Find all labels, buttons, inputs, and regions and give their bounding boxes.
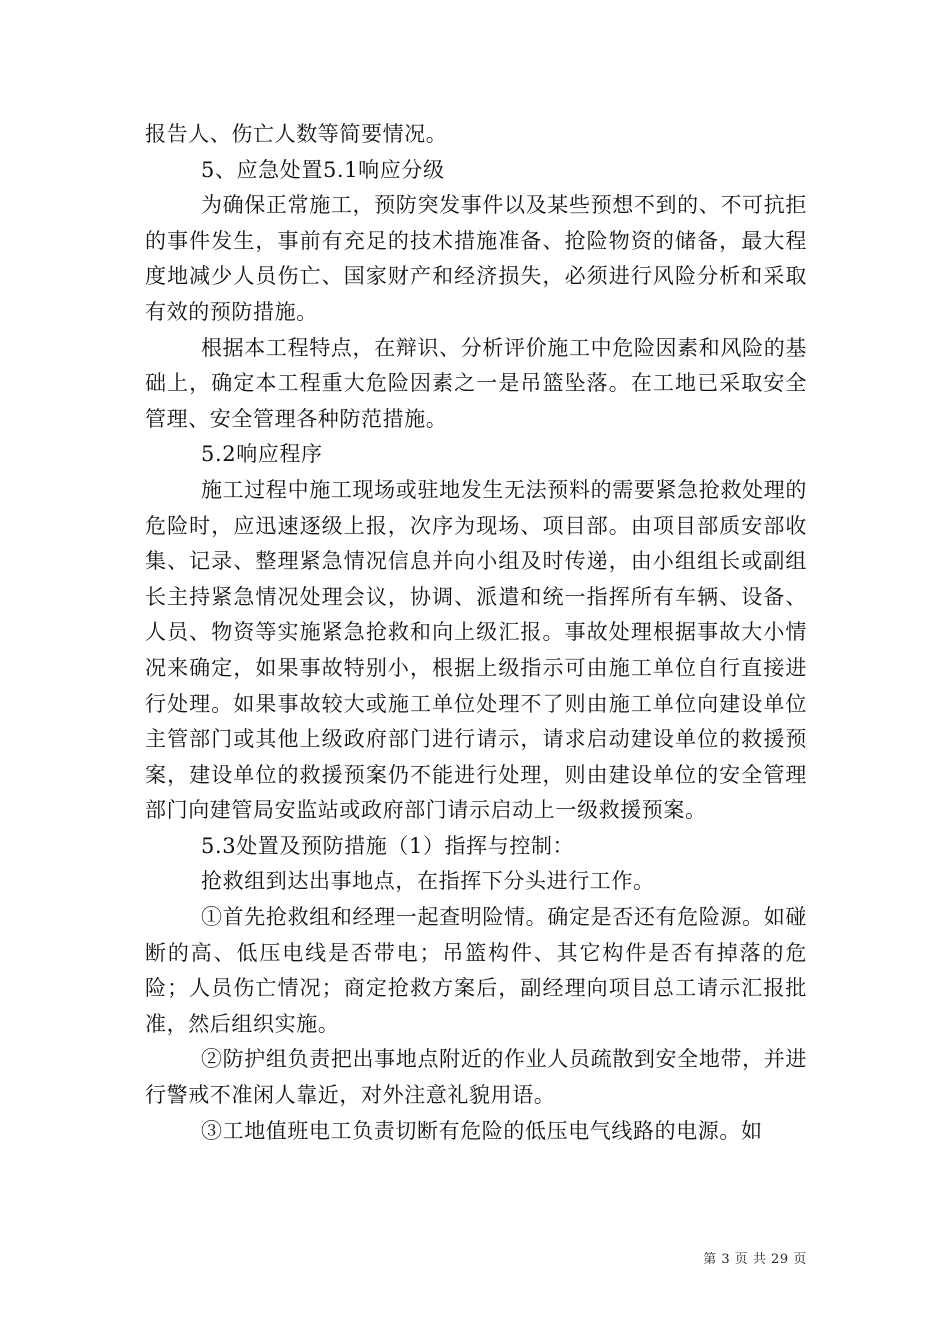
page-footer — [0, 1248, 950, 1267]
page-number: 第 3 页 共 29 页 — [703, 1252, 807, 1267]
paragraph-6: 施工过程中施工现场或驻地发生无法预料的需要紧急抢救处理的危险时，应迅速逐级上报，次序为现场、项目部。由项目部质安部收集、记录、整理紧急情况信息并向小组及时传递，由小组组长或副组长主持紧急情况处理会议，协调、派遣和统一指挥所有车辆、设备、人员、物资等实施紧急抢救和向上级汇报。事故处理根据事故大小情况来确定，如果事故特别小，根据上级指示可由施工单位自行直接进行处理。如果事故较大或施工单位处理不了则由施工单位向建设单位主管部门或其他上级政府部门进行请示，请求启动建设单位的救援预案，建设单位的救援预案仍不能进行处理，则由建设单位的安全管理部门向建管局安监站或政府部门请示启动上一级救援预案。 — [145, 477, 807, 823]
section-heading-5: 5、应急处置5.1响应分级 — [201, 157, 445, 182]
document-body — [145, 117, 807, 1149]
paragraph-3: 为确保正常施工，预防突发事件以及某些预想不到的、不可抗拒的事件发生，事前有充足的技术措施准备、抢险物资的储备，最大程度地减少人员伤亡、国家财产和经济损失，必须进行风险分析和采取有效的预防措施。 — [145, 193, 807, 324]
section-heading-5-2: 5.2响应程序 — [201, 442, 323, 467]
section-heading-5-3: 5.3处置及预防措施（1）指挥与控制： — [201, 833, 575, 858]
paragraph-10: ②防护组负责把出事地点附近的作业人员疏散到安全地带，并进行警戒不准闲人靠近，对外注意礼貌用语。 — [145, 1047, 807, 1108]
paragraph-1: 报告人、伤亡人数等简要情况。 — [145, 122, 448, 146]
paragraph-8: 抢救组到达出事地点，在指挥下分头进行工作。 — [201, 869, 655, 894]
paragraph-11: ③工地值班电工负责切断有危险的低压电气线路的电源。如 — [201, 1118, 763, 1143]
paragraph-9: ①首先抢救组和经理一起查明险情。确定是否还有危险源。如碰断的高、低压电线是否带电；吊篮构件、其它构件是否有掉落的危险；人员伤亡情况；商定抢救方案后，副经理向项目总工请示汇报批准，然后组织实施。 — [145, 905, 807, 1036]
paragraph-4: 根据本工程特点，在辩识、分析评价施工中危险因素和风险的基础上，确定本工程重大危险因素之一是吊篮坠落。在工地已采取安全管理、安全管理各种防范措施。 — [145, 335, 807, 431]
